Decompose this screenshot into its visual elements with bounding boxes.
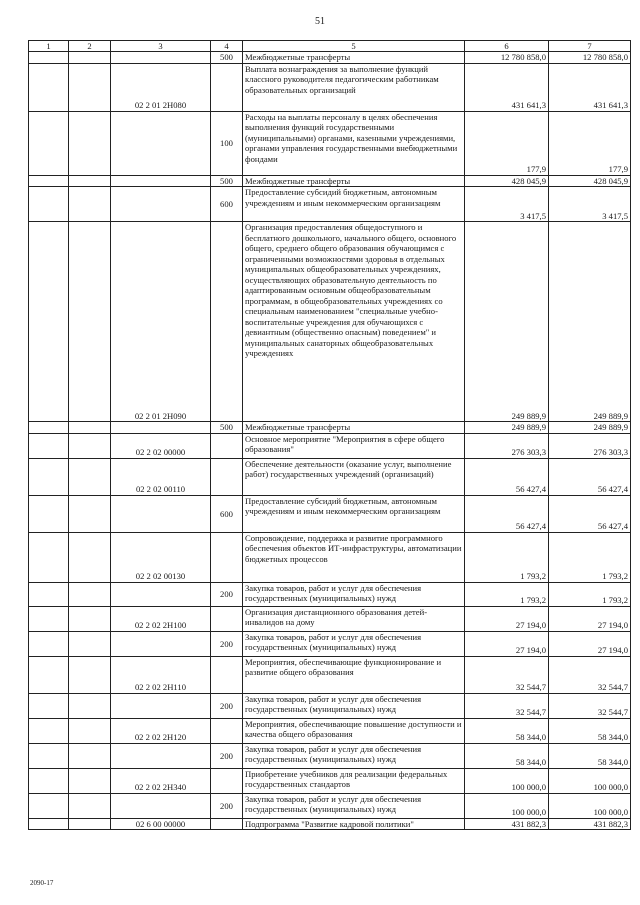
column-2-cell (69, 495, 111, 532)
budget-table-body (29, 41, 631, 830)
row-description: Межбюджетные трансферты (243, 52, 465, 63)
expense-type-code (211, 532, 243, 582)
row-description: Закупка товаров, работ и услуг для обеспечения государственных (муниципальных) нужд (243, 693, 465, 718)
column-2-cell (69, 718, 111, 743)
page-number: 51 (315, 16, 325, 27)
header-cell-3: 3 (111, 41, 211, 52)
expense-type-code: 100 (211, 111, 243, 175)
row-description: Межбюджетные трансферты (243, 422, 465, 433)
target-article-code (111, 693, 211, 718)
table-row (29, 422, 631, 433)
amount-column-7: 276 303,3 (549, 433, 631, 458)
expense-type-code (211, 606, 243, 631)
row-description: Мероприятия, обеспечивающие повышение доступности и качества общего образования (243, 718, 465, 743)
target-article-code: 02 2 01 2Н080 (111, 63, 211, 111)
table-row (29, 532, 631, 582)
column-1-cell (29, 818, 69, 829)
column-2-cell (69, 631, 111, 656)
column-2-cell (69, 693, 111, 718)
amount-column-6: 32 544,7 (465, 656, 549, 693)
amount-column-7: 177,9 (549, 111, 631, 175)
target-article-code: 02 2 01 2Н090 (111, 222, 211, 422)
amount-column-6: 12 780 858,0 (465, 52, 549, 63)
table-row (29, 433, 631, 458)
budget-table (28, 40, 631, 830)
row-description: Закупка товаров, работ и услуг для обеспечения государственных (муниципальных) нужд (243, 743, 465, 768)
expense-type-code: 500 (211, 422, 243, 433)
column-2-cell (69, 768, 111, 793)
table-row (29, 656, 631, 693)
row-description: Обеспечение деятельности (оказание услуг, выполнение работ) государственных учреждений (организаций) (243, 458, 465, 495)
amount-column-6: 100 000,0 (465, 768, 549, 793)
target-article-code (111, 631, 211, 656)
table-row (29, 63, 631, 111)
amount-column-7: 1 793,2 (549, 582, 631, 606)
column-1-cell (29, 495, 69, 532)
amount-column-7: 27 194,0 (549, 631, 631, 656)
amount-column-7: 12 780 858,0 (549, 52, 631, 63)
table-row (29, 718, 631, 743)
column-2-cell (69, 458, 111, 495)
amount-column-7: 3 417,5 (549, 187, 631, 222)
expense-type-code: 600 (211, 187, 243, 222)
header-cell-2: 2 (69, 41, 111, 52)
amount-column-6: 3 417,5 (465, 187, 549, 222)
expense-type-code (211, 222, 243, 422)
target-article-code (111, 495, 211, 532)
column-2-cell (69, 222, 111, 422)
row-description: Закупка товаров, работ и услуг для обеспечения государственных (муниципальных) нужд (243, 631, 465, 656)
column-1-cell (29, 458, 69, 495)
expense-type-code (211, 768, 243, 793)
amount-column-6: 58 344,0 (465, 718, 549, 743)
expense-type-code: 500 (211, 175, 243, 186)
amount-column-6: 1 793,2 (465, 532, 549, 582)
column-2-cell (69, 52, 111, 63)
row-description: Мероприятия, обеспечивающие функционирование и развитие общего образования (243, 656, 465, 693)
amount-column-7: 431 641,3 (549, 63, 631, 111)
column-1-cell (29, 187, 69, 222)
column-2-cell (69, 818, 111, 829)
target-article-code (111, 793, 211, 818)
amount-column-7: 100 000,0 (549, 768, 631, 793)
table-row (29, 582, 631, 606)
table-row (29, 631, 631, 656)
table-row (29, 187, 631, 222)
row-description: Закупка товаров, работ и услуг для обеспечения государственных (муниципальных) нужд (243, 793, 465, 818)
amount-column-6: 1 793,2 (465, 582, 549, 606)
expense-type-code: 200 (211, 743, 243, 768)
column-2-cell (69, 111, 111, 175)
target-article-code: 02 6 00 00000 (111, 818, 211, 829)
column-1-cell (29, 433, 69, 458)
column-2-cell (69, 656, 111, 693)
target-article-code (111, 582, 211, 606)
table-row (29, 606, 631, 631)
amount-column-6: 249 889,9 (465, 422, 549, 433)
column-1-cell (29, 111, 69, 175)
table-row (29, 495, 631, 532)
table-row (29, 222, 631, 422)
amount-column-7: 56 427,4 (549, 495, 631, 532)
column-1-cell (29, 63, 69, 111)
column-1-cell (29, 718, 69, 743)
expense-type-code (211, 818, 243, 829)
amount-column-6: 428 045,9 (465, 175, 549, 186)
expense-type-code (211, 718, 243, 743)
table-row (29, 458, 631, 495)
amount-column-7: 58 344,0 (549, 743, 631, 768)
amount-column-7: 100 000,0 (549, 793, 631, 818)
column-1-cell (29, 606, 69, 631)
column-1-cell (29, 52, 69, 63)
column-1-cell (29, 582, 69, 606)
column-2-cell (69, 793, 111, 818)
target-article-code (111, 111, 211, 175)
table-row (29, 52, 631, 63)
table-row (29, 175, 631, 186)
row-description: Предоставление субсидий бюджетным, автономным учреждениям и иным некоммерческим организациям (243, 495, 465, 532)
expense-type-code (211, 63, 243, 111)
header-cell-1: 1 (29, 41, 69, 52)
amount-column-6: 431 641,3 (465, 63, 549, 111)
header-cell-5: 5 (243, 41, 465, 52)
target-article-code: 02 2 02 2Н100 (111, 606, 211, 631)
table-row (29, 768, 631, 793)
row-description: Межбюджетные трансферты (243, 175, 465, 186)
footer-document-code: 2090-17 (30, 879, 54, 887)
amount-column-6: 56 427,4 (465, 495, 549, 532)
table-row (29, 693, 631, 718)
column-1-cell (29, 693, 69, 718)
row-description: Основное мероприятие "Мероприятия в сфере общего образования" (243, 433, 465, 458)
expense-type-code: 200 (211, 793, 243, 818)
amount-column-6: 249 889,9 (465, 222, 549, 422)
column-1-cell (29, 222, 69, 422)
column-2-cell (69, 582, 111, 606)
row-description: Предоставление субсидий бюджетным, автономным учреждениям и иным некоммерческим организациям (243, 187, 465, 222)
header-cell-7: 7 (549, 41, 631, 52)
expense-type-code (211, 458, 243, 495)
column-1-cell (29, 175, 69, 186)
amount-column-7: 32 544,7 (549, 656, 631, 693)
row-description: Сопровождение, поддержка и развитие программного обеспечения объектов ИТ-инфраструктуры, автоматизации бюджетных процессов (243, 532, 465, 582)
amount-column-6: 276 303,3 (465, 433, 549, 458)
amount-column-6: 27 194,0 (465, 631, 549, 656)
header-cell-4: 4 (211, 41, 243, 52)
expense-type-code: 200 (211, 693, 243, 718)
target-article-code: 02 2 02 00000 (111, 433, 211, 458)
column-2-cell (69, 422, 111, 433)
column-2-cell (69, 743, 111, 768)
column-1-cell (29, 631, 69, 656)
amount-column-6: 56 427,4 (465, 458, 549, 495)
table-header-row (29, 41, 631, 52)
amount-column-6: 32 544,7 (465, 693, 549, 718)
amount-column-7: 56 427,4 (549, 458, 631, 495)
amount-column-6: 431 882,3 (465, 818, 549, 829)
column-2-cell (69, 606, 111, 631)
target-article-code (111, 743, 211, 768)
table-row (29, 793, 631, 818)
table-row (29, 743, 631, 768)
row-description: Выплата вознаграждения за выполнение функций классного руководителя педагогическим работникам образовательных организаций (243, 63, 465, 111)
table-row (29, 818, 631, 829)
column-1-cell (29, 422, 69, 433)
column-1-cell (29, 768, 69, 793)
target-article-code: 02 2 02 2Н340 (111, 768, 211, 793)
column-2-cell (69, 187, 111, 222)
amount-column-6: 100 000,0 (465, 793, 549, 818)
row-description: Организация дистанционного образования детей-инвалидов на дому (243, 606, 465, 631)
amount-column-7: 428 045,9 (549, 175, 631, 186)
column-1-cell (29, 793, 69, 818)
target-article-code: 02 2 02 2Н120 (111, 718, 211, 743)
expense-type-code: 500 (211, 52, 243, 63)
amount-column-6: 27 194,0 (465, 606, 549, 631)
amount-column-7: 32 544,7 (549, 693, 631, 718)
row-description: Расходы на выплаты персоналу в целях обеспечения выполнения функций государственными (муниципальными) органами, казенными учреждениями, органами управления государственными внебюджетными фондами (243, 111, 465, 175)
target-article-code (111, 52, 211, 63)
amount-column-7: 431 882,3 (549, 818, 631, 829)
target-article-code: 02 2 02 00110 (111, 458, 211, 495)
amount-column-7: 249 889,9 (549, 222, 631, 422)
column-1-cell (29, 656, 69, 693)
row-description: Подпрограмма "Развитие кадровой политики" (243, 818, 465, 829)
amount-column-7: 58 344,0 (549, 718, 631, 743)
row-description: Закупка товаров, работ и услуг для обеспечения государственных (муниципальных) нужд (243, 582, 465, 606)
column-2-cell (69, 433, 111, 458)
target-article-code: 02 2 02 2Н110 (111, 656, 211, 693)
amount-column-6: 58 344,0 (465, 743, 549, 768)
target-article-code (111, 187, 211, 222)
header-cell-6: 6 (465, 41, 549, 52)
table-row (29, 111, 631, 175)
expense-type-code (211, 433, 243, 458)
column-2-cell (69, 532, 111, 582)
expense-type-code (211, 656, 243, 693)
column-2-cell (69, 175, 111, 186)
target-article-code (111, 422, 211, 433)
row-description: Организация предоставления общедоступного и бесплатного дошкольного, начального общего, основного общего, среднего общего образования обучающимся с ограниченными возможностями здоровья в отдельных муниципальных общеобразовательных учреждениях, осуществляющих образовательную деятельность по адаптированным основным общеобразовательным программам, в общеобразовательных учреждениях со специальным наименованием "специальные учебно-воспитательные учреждения для обучающихся с девиантным (общественно опасным) поведением" и муниципальных санаторных общеобразовательных учреждениях (243, 222, 465, 422)
amount-column-6: 177,9 (465, 111, 549, 175)
amount-column-7: 1 793,2 (549, 532, 631, 582)
column-2-cell (69, 63, 111, 111)
expense-type-code: 200 (211, 582, 243, 606)
target-article-code: 02 2 02 00130 (111, 532, 211, 582)
expense-type-code: 200 (211, 631, 243, 656)
amount-column-7: 27 194,0 (549, 606, 631, 631)
target-article-code (111, 175, 211, 186)
column-1-cell (29, 743, 69, 768)
column-1-cell (29, 532, 69, 582)
amount-column-7: 249 889,9 (549, 422, 631, 433)
expense-type-code: 600 (211, 495, 243, 532)
row-description: Приобретение учебников для реализации федеральных государственных стандартов (243, 768, 465, 793)
